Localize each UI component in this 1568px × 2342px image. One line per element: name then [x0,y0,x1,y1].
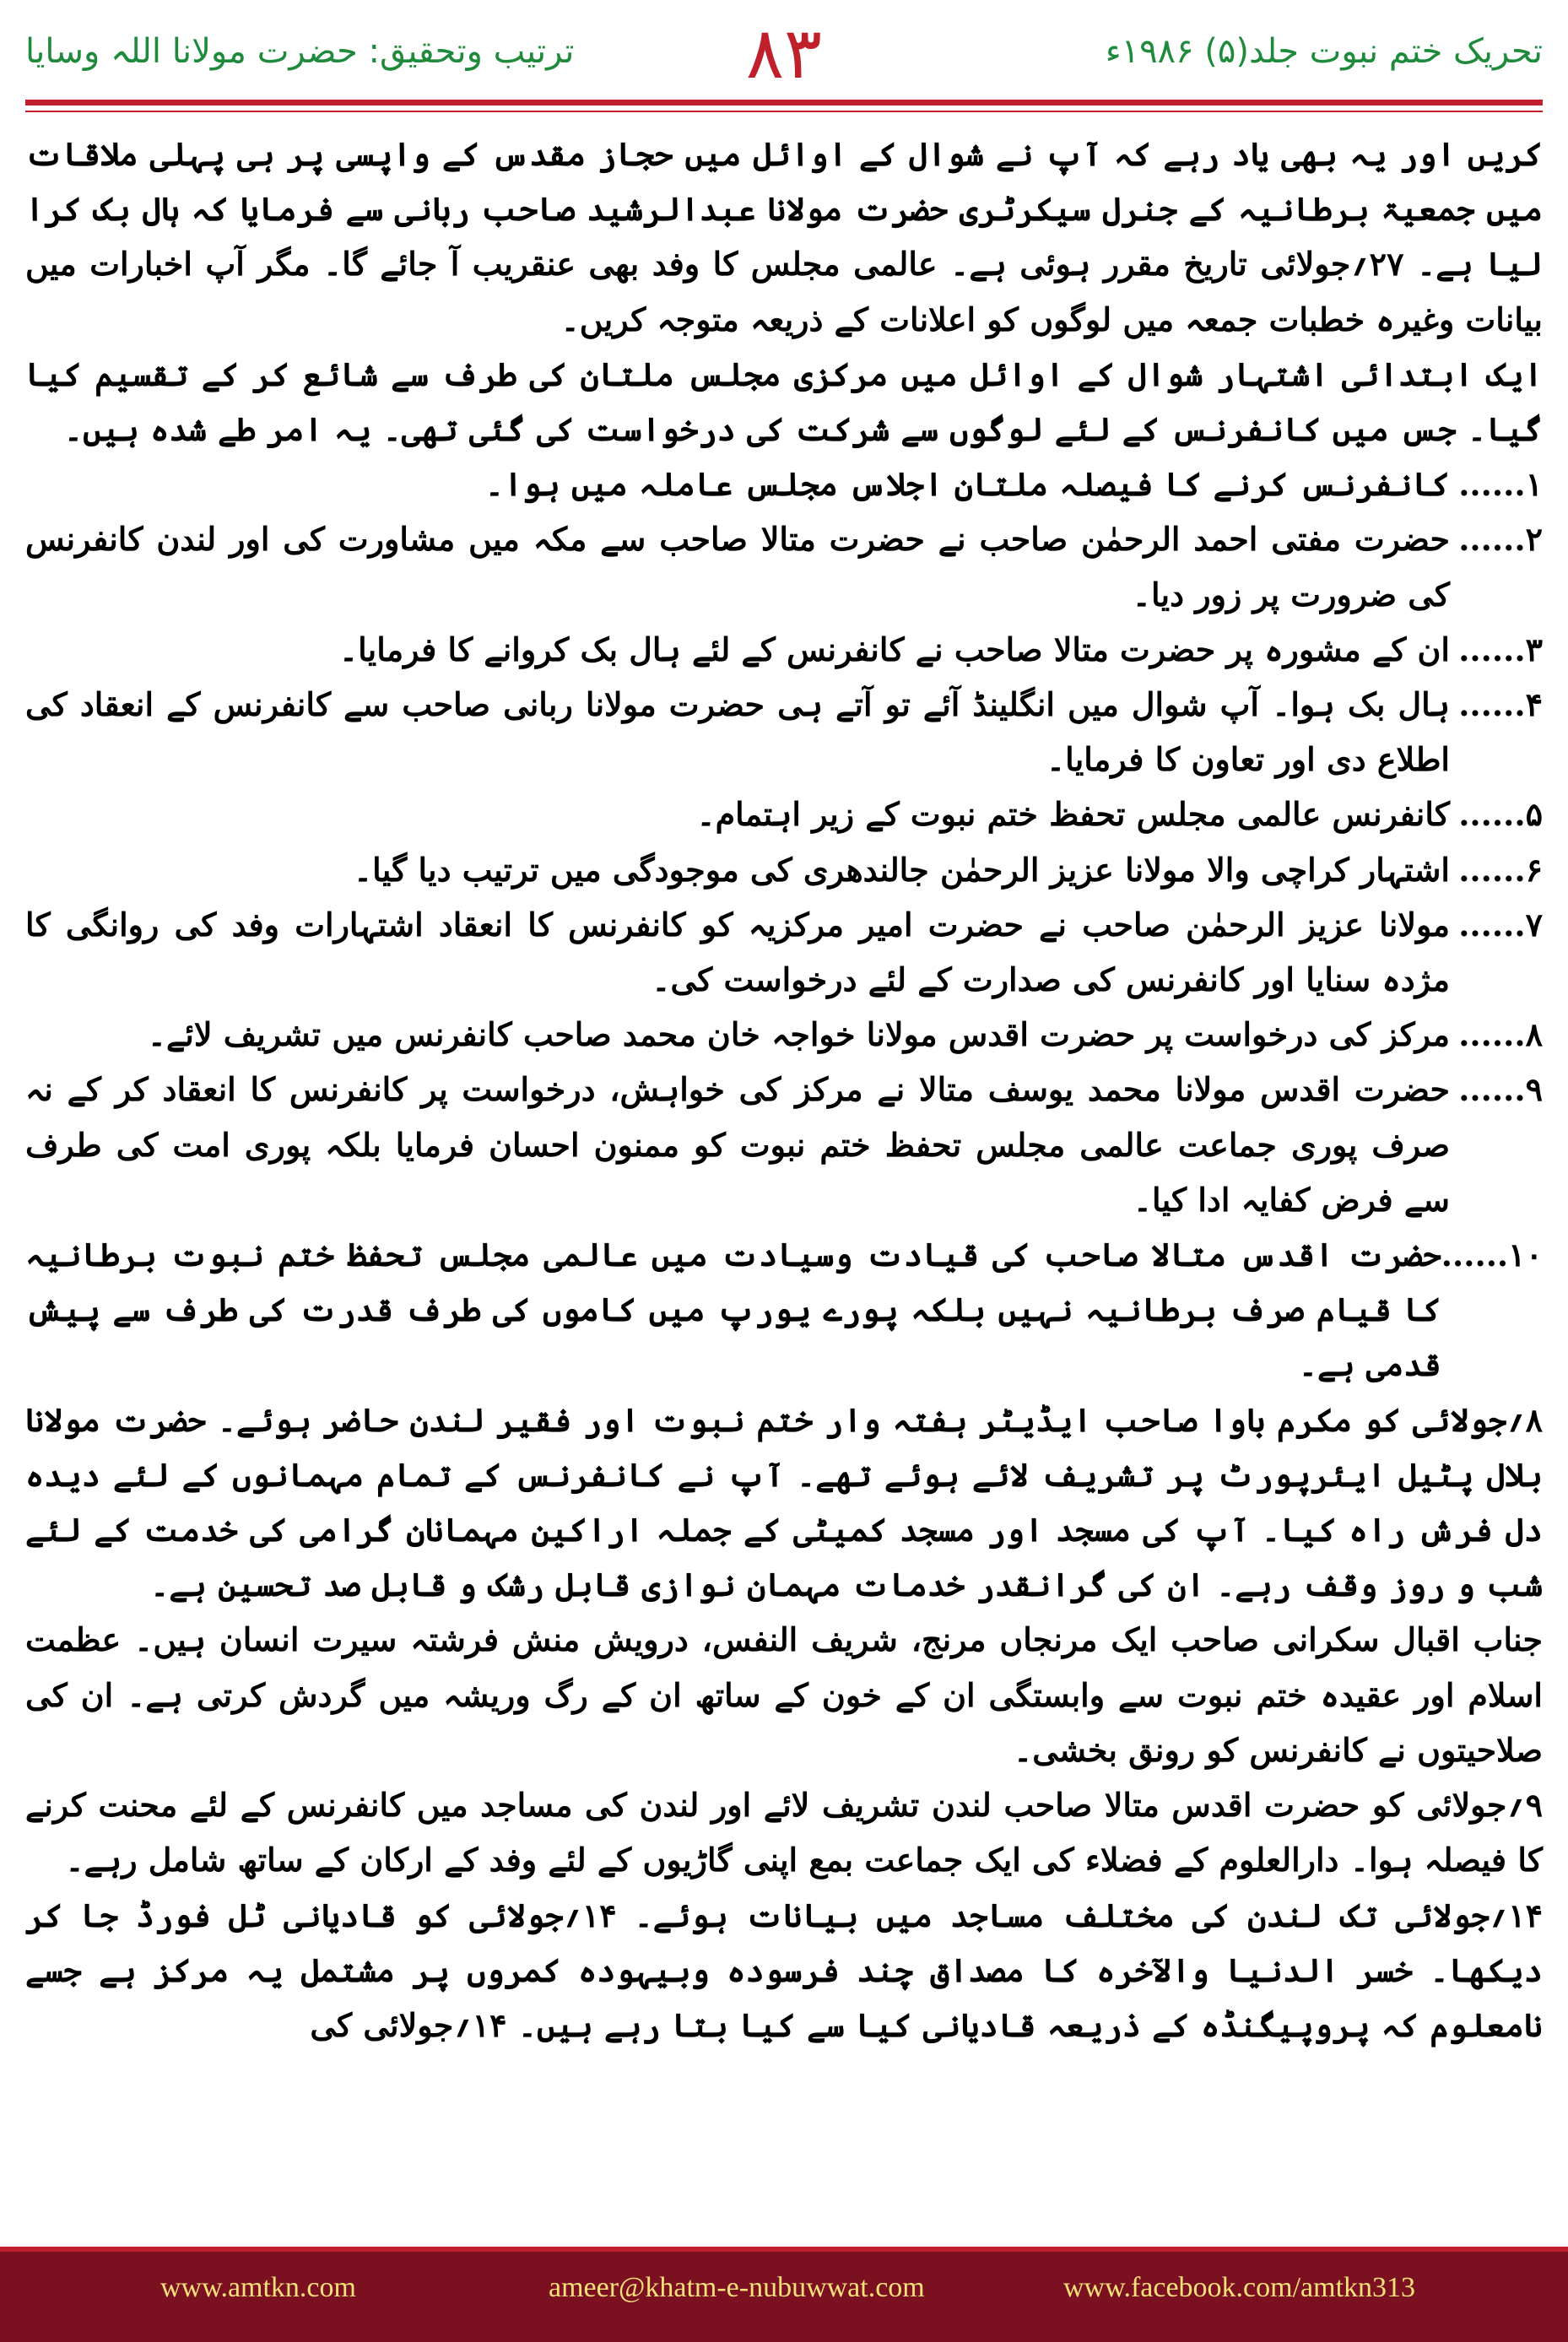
list-item-number: ۱۰...... [1441,1236,1543,1274]
list-item [25,897,1543,1007]
list-item-text: مولانا عزیز الرحمٰن صاحب نے حضرت امیر مرکزیہ کو کانفرنس کا انعقاد اشتہارات وفد کی روانگی کا مژدہ سنایا اور کانفرنس کی صدارت کے لئے درخواست کی۔ [25,905,1450,999]
page-footer [0,2247,1568,2342]
list-item-text: حضرت اقدس مولانا محمد یوسف متالا نے مرکز کی خواہش، درخواست پر کانفرنس کا انعقاد کر کے نہ صرف پوری جماعت عالمی مجلس تحفظ ختم نبوت کو ممنون احسان فرمایا بلکہ پوری امت کی طرف سے فرض کفایہ ادا کیا۔ [25,1070,1451,1219]
book-title: تحریک ختم نبوت جلد(۵) ۱۹۸۶ء [1105,32,1543,71]
list-item-number: ۱...... [1458,465,1543,504]
page-number: ۸۳ [745,12,823,95]
list-item-number: ۷...... [1458,905,1543,944]
list-item-text: مرکز کی درخواست پر حضرت اقدس مولانا خواجہ خان محمد صاحب کانفرنس میں تشریف لائے۔ [147,1015,1450,1054]
list-item-number: ۳...... [1458,630,1543,668]
list-item-number: ۸...... [1458,1015,1543,1054]
list-item-text: ہال بک ہوا۔ آپ شوال میں انگلینڈ آئے تو آتے ہی حضرت مولانا ربانی صاحب سے کانفرنس کے انعقاد کی اطلاع دی اور تعاون کا فرمایا۔ [25,685,1450,779]
list-item [25,511,1543,621]
website-link[interactable]: www.amtkn.com [160,2272,356,2303]
header-rule-thin [25,111,1543,112]
list-item [25,622,1543,677]
header-rule-thick [25,100,1543,105]
list-item [25,457,1543,511]
list-item-number: ۲...... [1458,520,1543,559]
paragraph-2: ایک ابتدائی اشتہار شوال کے اوائل میں مرکزی مجلس ملتان کی طرف سے شائع کر کے تقسیم کیا گیا۔ جس میں کانفرنس کے لئے لوگوں سے شرکت کی درخواست کی گئی تھی۔ یہ امر طے شدہ ہیں۔ [25,354,1543,449]
list-item [25,677,1543,787]
list-item [25,787,1543,841]
list-item-text: حضرت اقدس متالا صاحب کی قیادت وسیادت میں عالمی مجلس تحفظ ختم نبوت برطانیہ کا قیام صرف برطانیہ نہیں بلکہ پورے یورپ میں کاموں کی طرف قدرت کی طرف سے پیش قدمی ہے۔ [25,1236,1441,1384]
list-item [25,1062,1543,1227]
paragraph-3: ۸؍جولائی کو مکرم باوا صاحب ایڈیٹر ہفتہ وار ختم نبوت اور فقیر لندن حاضر ہوئے۔ حضرت مولانا بلال پٹیل ایئرپورٹ پر تشریف لائے ہوئے تھے۔ آپ نے کانفرنس کے تمام مہمانوں کے لئے دیدہ دل فرش راہ کیا۔ آپ کی مسجد اور مسجد کمیٹی کے جملہ اراکین مہمانان گرامی کی خدمت کے لئے شب و روز وقف رہے۔ ان کی گرانقدر خدمات مہمان نوازی قابل رشک و قابل صد تحسین ہے۔ [25,1400,1543,1604]
list-item-text: حضرت مفتی احمد الرحمٰن صاحب نے حضرت متالا صاحب سے مکہ میں مشاورت کی اور لندن کانفرنس کی ضرورت پر زور دیا۔ [25,520,1450,614]
list-item-number: ۴...... [1458,685,1543,724]
facebook-link[interactable]: www.facebook.com/amtkn313 [1063,2272,1416,2303]
compiler-credit: ترتیب وتحقیق: حضرت مولانا اللہ وسایا [25,32,575,71]
list-item [25,1227,1543,1393]
paragraph-6: ۱۴؍جولائی تک لندن کی مختلف مساجد میں بیانات ہوئے۔ ۱۴؍جولائی کو قادیانی ٹل فورڈ جا کر دیکھا۔ خسر الدنیا والآخرہ کا مصداق چند فرسودہ وبیہودہ کمروں پر مشتمل یہ مرکز ہے جسے نامعلوم کہ پروپیگنڈہ کے ذریعہ قادیانی کیا سے کیا بتا رہے ہیں۔ ۱۴؍جولائی کی [25,1896,1543,2044]
list-item-number: ۹...... [1458,1070,1543,1109]
list-item-text: کانفرنس کرنے کا فیصلہ ملتان اجلاس مجلس عاملہ میں ہوا۔ [484,465,1450,504]
page-body [25,127,1543,2237]
paragraph-1: کریں اور یہ بھی یاد رہے کہ آپ نے شوال کے اوائل میں حجاز مقدس کے واپسی پر ہی پہلی ملاقات میں جمعیۃ برطانیہ کے جنرل سیکرٹری حضرت مولانا عبدالرشید صاحب ربانی سے فرمایا کہ ہال بک کرا لیا ہے۔ ۲۷؍جولائی تاریخ مقرر ہوئی ہے۔ عالمی مجلس کا وفد بھی عنقریب آ جائے گا۔ مگر آپ اخبارات میں بیانات وغیرہ خطبات جمعہ میں لوگوں کو اعلانات کے ذریعہ متوجہ کریں۔ [25,135,1543,338]
list-item [25,1007,1543,1062]
list-item-number: ۵...... [1458,795,1543,834]
list-item-text: ان کے مشورہ پر حضرت متالا صاحب نے کانفرنس کے لئے ہال بک کروانے کا فرمایا۔ [338,630,1450,668]
list-item [25,842,1543,897]
list-item-number: ۶...... [1458,850,1543,889]
list-item-text: کانفرنس عالمی مجلس تحفظ ختم نبوت کے زیر اہتمام۔ [696,795,1450,834]
paragraph-4: جناب اقبال سکرانی صاحب ایک مرنجاں مرنج، شریف النفس، درویش منش فرشتہ سیرت انسان ہیں۔ عظمت اسلام اور عقیدہ ختم نبوت سے وابستگی ان کے خون کے ساتھ ان کے رگ وریشہ میں گردش کرتی ہے۔ ان کی صلاحیتوں نے کانفرنس کو رونق بخشی۔ [25,1620,1543,1769]
page-header [0,0,1568,118]
paragraph-5: ۹؍جولائی کو حضرت اقدس متالا صاحب لندن تشریف لائے اور لندن کی مساجد میں کانفرنس کے لئے محنت کرنے کا فیصلہ ہوا۔ دارالعلوم کے فضلاء کی ایک جماعت بمع اپنی گاڑیوں کے لئے وفد کے ارکان کے ساتھ شامل رہے۔ [25,1786,1543,1880]
list-item-text: اشتہار کراچی والا مولانا عزیز الرحمٰن جالندھری کی موجودگی میں ترتیب دیا گیا۔ [353,850,1450,889]
email-link[interactable]: ameer@khatm-e-nubuwwat.com [549,2272,925,2303]
